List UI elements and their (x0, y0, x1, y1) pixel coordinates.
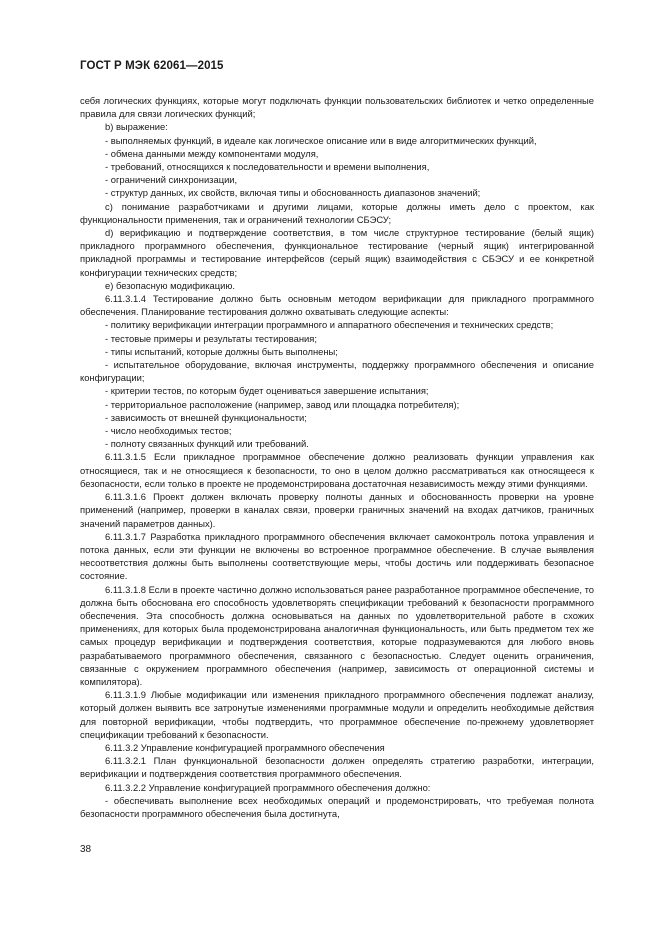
paragraph: 6.11.3.1.5 Если прикладное программное обеспечение должно реализовать функции управления как относящиеся, так и не относящиеся к безопасности, то оно в целом должно рассматриваться как относящееся к безопасности, если только в проекте не продемонстрирована достаточная независимость между этими функциями. (80, 451, 594, 489)
paragraph: себя логических функциях, которые могут подключать функции пользовательских библиотек и четко определенные правила для связи логических функций; (80, 95, 594, 120)
list-item: - критерии тестов, по которым будет оцениваться завершение испытания; (105, 385, 429, 397)
paragraph: 6.11.3.1.6 Проект должен включать проверку полноты данных и обоснованность проверки на уровне применений (например, проверки в каналах связи, проверки граничных значений на входах датчиков, граничных значений параметров данных). (80, 491, 594, 529)
list-item: - структур данных, их свойств, включая типы и обоснованность диапазонов значений; (105, 187, 481, 199)
list-item: - типы испытаний, которые должны быть выполнены; (105, 345, 338, 357)
list-item: - зависимость от внешней функциональности; (105, 411, 307, 423)
list-item: - территориальное расположение (например, завод или площадка потребителя); (105, 398, 460, 410)
body-text (80, 94, 594, 820)
list-item: - испытательное оборудование, включая инструменты, поддержку программного обеспечения и описание конфигурации; (80, 359, 594, 384)
paragraph: 6.11.3.1.4 Тестирование должно быть основным методом верификации для прикладного программного обеспечения. Планирование тестирования должно охватывать следующие аспекты: (80, 293, 594, 318)
list-item: - обеспечивать выполнение всех необходимых операций и продемонстрировать, что требуемая полнота безопасности программного обеспечения была достигнута, (80, 794, 594, 819)
paragraph: b) выражение: (105, 121, 168, 133)
paragraph: 6.11.3.2.1 План функциональной безопасности должен определять стратегию разработки, интеграции, верификации и подтверждения соответствия программного обеспечения. (80, 755, 594, 780)
section-heading: 6.11.3.2 Управление конфигурацией программного обеспечения (105, 741, 385, 753)
list-item: - число необходимых тестов; (105, 425, 232, 437)
list-item: - ограничений синхронизации, (105, 174, 238, 186)
list-item: - политику верификации интеграции программного и аппаратного обеспечения и технических средств; (105, 319, 554, 331)
list-item: - обмена данными между компонентами модуля, (105, 147, 319, 159)
paragraph: e) безопасную модификацию. (105, 279, 235, 291)
paragraph: d) верификацию и подтверждение соответствия, в том числе структурное тестирование (белый ящик) прикладного программного обеспечения, функциональное тестирование (черный ящик) интегрированной прикладной программы и тестирование интерфейсов (серый ящик) взаимодействия с СБЭСУ и ее конкретной конфигурации технических средств; (80, 227, 594, 278)
standard-title: ГОСТ Р МЭК 62061—2015 (80, 60, 224, 72)
paragraph: 6.11.3.2.2 Управление конфигурацией программного обеспечения должно: (105, 781, 431, 793)
list-item: - требований, относящихся к последовательности и времени выполнения, (105, 161, 430, 173)
page-number: 38 (80, 844, 92, 855)
list-item: - выполняемых функций, в идеале как логическое описание или в виде алгоритмических функций, (105, 134, 537, 146)
paragraph: 6.11.3.1.7 Разработка прикладного программного обеспечения включает самоконтроль потока управления и потока данных, если эти функции не включены во встроенное программное обеспечение. В случае выявления несоответствия должны быть выполнены соответствующие меры, чтобы достичь или поддерживать безопасное состояние. (80, 530, 594, 582)
paragraph: 6.11.3.1.8 Если в проекте частично должно использоваться ранее разработанное программное обеспечение, то должна быть обоснована его способность удовлетворять спецификации требований к безопасности программного обеспечения. Эта способность должна основываться на данных по удовлетворительной работе в схожих применениях, для которых была продемонстрирована аналогичная функциональность, или быть предметом тех же самых процедур верификации и подтверждения соответствия, которые подразумеваются для любого вновь разрабатываемого программного обеспечения, связанного с безопасностью. Следует оценить ограничения, связанные с окружением программного обеспечения (например, зависимость от операционной системы и компилятора). (80, 583, 594, 687)
paragraph: 6.11.3.1.9 Любые модификации или изменения прикладного программного обеспечения подлежат анализу, который должен выявить все затронутые изменениями программные модули и определить необходимые действия для повторной верификации, чтобы подтвердить, что программное обеспечение по-прежнему удовлетворяет спецификации требований к безопасности. (80, 689, 594, 740)
list-item: - тестовые примеры и результаты тестирования; (105, 332, 317, 344)
list-item: - полноту связанных функций или требований. (105, 438, 309, 450)
paragraph: c) понимание разработчиками и другими лицами, которые должны иметь дело с проектом, как функциональности применения, так и ограничений технологии СБЭСУ; (80, 200, 594, 225)
